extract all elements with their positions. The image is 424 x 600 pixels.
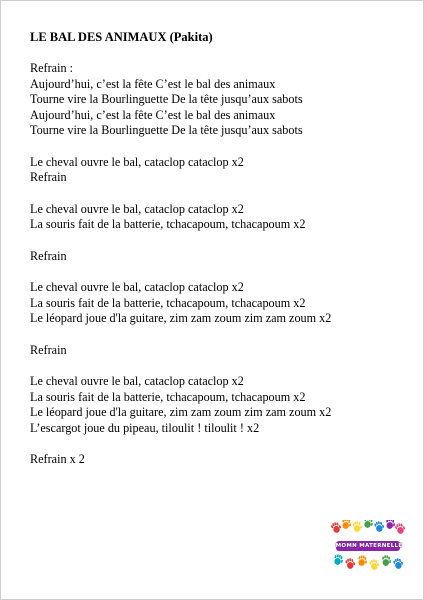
lyric-line: La souris fait de la batterie, tchacapoum, tchacapoum x2	[30, 295, 306, 310]
stanza	[30, 343, 410, 359]
lyric-line: Tourne vire la Bourlinguette De la tête jusqu’aux sabots	[30, 92, 303, 106]
handprint-icon	[394, 522, 406, 535]
song-title: LE BAL DES ANIMAUX (Pakita)	[30, 30, 213, 44]
handprint-icon	[369, 558, 380, 570]
lyric-line: Refrain	[30, 248, 67, 263]
lyric-line: Refrain	[30, 170, 67, 184]
song-lyrics	[30, 61, 410, 468]
stanza	[30, 452, 410, 468]
lyric-line: Le cheval ouvre le bal, cataclop cataclop x2	[30, 374, 244, 388]
handprint-icon	[330, 521, 342, 534]
handprint-icon	[352, 521, 362, 532]
lyric-line: Le cheval ouvre le bal, cataclop cataclop x2	[30, 280, 244, 294]
lyric-line: Le cheval ouvre le bal, cataclop cataclop x2	[30, 154, 244, 169]
lyric-line: Aujourd’hui, c’est la fête C’est le bal des animaux	[30, 107, 276, 122]
stanza	[30, 155, 410, 186]
lyric-line: Le léopard joue d'la guitare, zim zam zoum zim zam zoum x2	[30, 405, 332, 419]
stanza	[30, 61, 410, 139]
handprint-icon	[341, 520, 352, 530]
lyric-line: L’escargot joue du pipeau, tiloulit ! tiloulit ! x2	[30, 420, 260, 435]
handprint-icon	[385, 520, 396, 530]
handprint-icon	[363, 520, 375, 529]
lyric-line: La souris fait de la batterie, tchacapoum, tchacapoum x2	[30, 217, 306, 231]
handprint-icon	[357, 554, 368, 566]
stanza	[30, 374, 410, 436]
song-sheet	[30, 30, 410, 484]
handprint-icon	[333, 553, 345, 566]
logo-label: MOMN MATERNELLE	[335, 543, 403, 549]
lyric-line: Aujourd’hui, c’est la fête C’est le bal des animaux	[30, 76, 276, 91]
handprint-icon	[393, 557, 404, 570]
lyric-line: Refrain x 2	[30, 452, 85, 466]
lyric-line: Refrain :	[30, 61, 73, 75]
handprint-icon	[381, 555, 391, 567]
momn-maternelle-logo	[330, 520, 406, 572]
stanza	[30, 202, 410, 233]
lyric-line: Refrain	[30, 342, 67, 357]
lyric-line: Tourne vire la Bourlinguette De la tête jusqu’aux sabots	[30, 123, 303, 137]
handprint-icon	[345, 558, 356, 570]
handprint-icon	[374, 520, 385, 532]
stanza	[30, 280, 410, 327]
lyric-line: La souris fait de la batterie, tchacapoum, tchacapoum x2	[30, 389, 306, 404]
stanza	[30, 249, 410, 265]
lyric-line: Le cheval ouvre le bal, cataclop cataclop x2	[30, 201, 244, 216]
lyric-line: Le léopard joue d'la guitare, zim zam zoum zim zam zoum x2	[30, 311, 332, 325]
